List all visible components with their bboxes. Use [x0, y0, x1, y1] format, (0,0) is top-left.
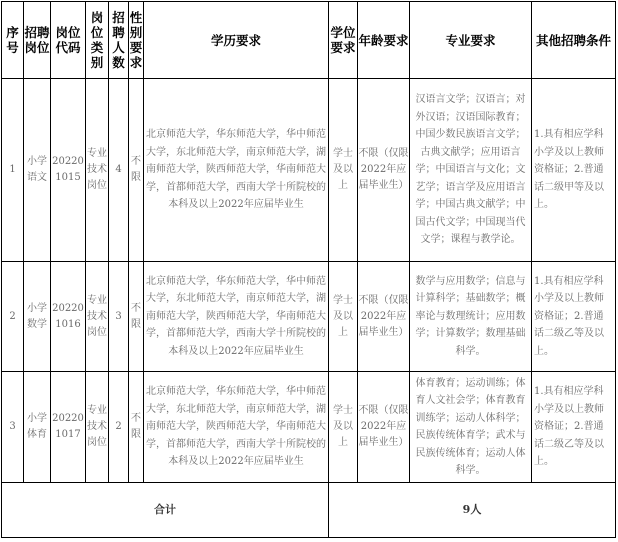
header-education: 学历要求: [144, 2, 329, 79]
row-position: 小学语文: [24, 79, 51, 262]
row-category: 专业技术岗位: [86, 79, 109, 262]
row-gender: 不限: [129, 79, 144, 262]
recruitment-table: [1, 1, 616, 538]
header-code: 岗位代码: [51, 2, 86, 79]
row-seq: 1: [2, 79, 24, 262]
row-age: 不限（仅限2022年应届毕业生）: [358, 79, 410, 262]
row-seq: 3: [2, 372, 24, 483]
row-major: 汉语言文学；汉语言；对外汉语；汉语国际教育；中国少数民族语言文学；古典文献学；应用语言学；中国语言与文化；文艺学；语言学及应用语言学；中国古典文献学；中国古代文学；中国现当代文学；课程与教学论。: [410, 79, 532, 262]
row-degree: 学士及以上: [329, 79, 358, 262]
row-seq: 2: [2, 262, 24, 372]
row-code: 202201016: [51, 262, 86, 372]
row-position: 小学数学: [24, 262, 51, 372]
header-position: 招聘岗位: [24, 2, 51, 79]
table-row: [2, 262, 616, 372]
row-education: 北京师范大学，华东师范大学，华中师范大学，东北师范大学，南京师范大学，湖南师范大学，陕西师范大学，华南师范大学，首都师范大学，西南大学十所院校的本科及以上2022年应届毕业生: [144, 262, 329, 372]
row-category: 专业技术岗位: [86, 262, 109, 372]
row-position: 小学体育: [24, 372, 51, 483]
row-count: 3: [109, 262, 129, 372]
row-category: 专业技术岗位: [86, 372, 109, 483]
header-row: [2, 2, 616, 79]
row-age: 不限（仅限2022年应届毕业生）: [358, 262, 410, 372]
header-age: 年龄要求: [358, 2, 410, 79]
header-category: 岗位类别: [86, 2, 109, 79]
row-major: 体育教育；运动训练；体育人文社会学；体育教育训练学；运动人体科学；民族传统体育学；武术与民族传统体育；运动人体科学。: [410, 372, 532, 483]
header-count: 招聘人数: [109, 2, 129, 79]
table-row: [2, 372, 616, 483]
header-seq: 序号: [2, 2, 24, 79]
row-code: 202201015: [51, 79, 86, 262]
total-value: 9人: [329, 483, 616, 538]
header-degree: 学位要求: [329, 2, 358, 79]
row-gender: 不限: [129, 372, 144, 483]
row-degree: 学士及以上: [329, 372, 358, 483]
row-count: 4: [109, 79, 129, 262]
row-code: 202201017: [51, 372, 86, 483]
total-label: 合计: [2, 483, 329, 538]
row-gender: 不限: [129, 262, 144, 372]
header-major: 专业要求: [410, 2, 532, 79]
header-other: 其他招聘条件: [532, 2, 616, 79]
table-row: [2, 79, 616, 262]
row-education: 北京师范大学，华东师范大学，华中师范大学，东北师范大学，南京师范大学，湖南师范大学，陕西师范大学，华南师范大学，首都师范大学，西南大学十所院校的本科及以上2022年应届毕业生: [144, 372, 329, 483]
row-count: 2: [109, 372, 129, 483]
row-other: 1.具有相应学科小学及以上教师资格证；2.普通话二级乙等及以上。: [532, 372, 616, 483]
row-other: 1.具有相应学科小学及以上教师资格证；2.普通话二级甲等及以上。: [532, 79, 616, 262]
row-age: 不限（仅限2022年应届毕业生）: [358, 372, 410, 483]
row-major: 数学与应用数学；信息与计算科学；基础数学；概率论与数理统计；应用数学；计算数学；数理基础科学。: [410, 262, 532, 372]
total-row: [2, 483, 616, 538]
row-education: 北京师范大学，华东师范大学，华中师范大学，东北师范大学，南京师范大学，湖南师范大学，陕西师范大学，华南师范大学，首都师范大学，西南大学十所院校的本科及以上2022年应届毕业生: [144, 79, 329, 262]
row-degree: 学士及以上: [329, 262, 358, 372]
header-gender: 性别要求: [129, 2, 144, 79]
row-other: 1.具有相应学科小学及以上教师资格证；2.普通话二级乙等及以上。: [532, 262, 616, 372]
